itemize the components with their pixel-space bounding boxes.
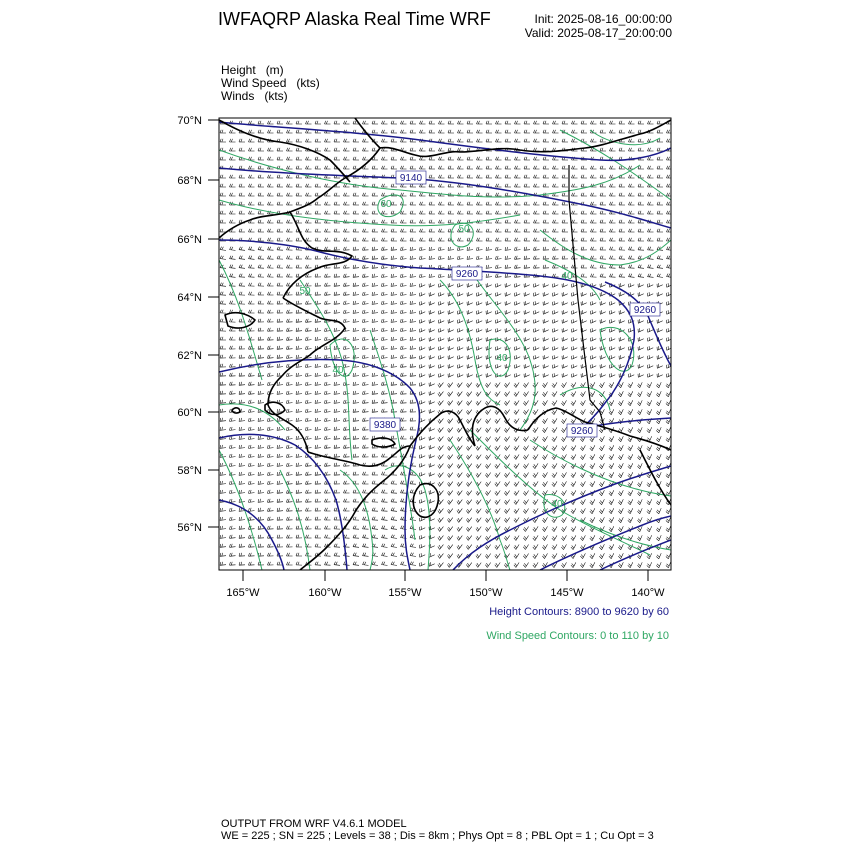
svg-text:9260: 9260 [455, 269, 479, 280]
lat-label: 66°N [177, 234, 202, 246]
wind-contour [540, 230, 671, 265]
height-contour [219, 500, 284, 570]
lon-label: 160°W [308, 587, 342, 599]
wind-label-7: 40 [551, 499, 563, 510]
lon-axis [243, 570, 648, 581]
wind-contour [219, 404, 285, 430]
lat-label: 62°N [177, 350, 202, 362]
wind-label-6: 50 [299, 286, 311, 297]
lon-label: 165°W [226, 587, 260, 599]
lat-axis [208, 120, 219, 527]
wind-label-2: 50 [458, 224, 470, 235]
wind-contour [450, 440, 510, 570]
svg-text:9380: 9380 [373, 420, 397, 431]
valid-time: Valid: 2025-08-17_20:00:00 [524, 26, 672, 40]
height-label-3 [630, 303, 660, 316]
lon-label: 145°W [550, 587, 584, 599]
nunivak-island [265, 402, 285, 414]
wind-contour [370, 330, 415, 540]
wind-contour [300, 280, 352, 460]
lat-label: 64°N [177, 292, 202, 304]
svg-text:9260: 9260 [633, 305, 657, 316]
field-label-wind-speed: Wind Speed (kts) [221, 76, 320, 90]
height-label-2 [452, 267, 482, 280]
wind-contour [219, 450, 262, 570]
field-label-height: Height (m) [221, 63, 284, 77]
wind-contour-info: Wind Speed Contours: 0 to 110 by 10 [486, 630, 669, 642]
wind-label-5: 40 [332, 365, 344, 376]
height-contour-info: Height Contours: 8900 to 9620 by 60 [489, 606, 669, 618]
height-label-5 [567, 424, 597, 437]
height-contour [453, 466, 671, 570]
seward-peninsula [283, 212, 352, 298]
lat-label: 68°N [177, 175, 202, 187]
model-info: OUTPUT FROM WRF V4.6.1 MODEL [221, 818, 407, 830]
height-contour [540, 516, 671, 570]
field-label-winds: Winds (kts) [221, 89, 288, 103]
height-contour [219, 240, 634, 432]
kodiak-island [413, 484, 438, 518]
lat-label: 56°N [177, 522, 202, 534]
st-matthew-island [232, 408, 240, 413]
st-lawrence-island [225, 313, 255, 328]
page-title: IWFAQRP Alaska Real Time WRF [218, 9, 491, 29]
wind-label-4: 40 [496, 353, 508, 364]
wind-contour [470, 270, 535, 430]
wind-contour [219, 150, 640, 197]
lat-label: 58°N [177, 465, 202, 477]
svg-text:9260: 9260 [570, 426, 594, 437]
lon-label: 155°W [388, 587, 422, 599]
wind-label-1: 60 [380, 199, 392, 210]
init-time: Init: 2025-08-16_00:00:00 [534, 12, 672, 26]
wind-barbs-layer [220, 121, 673, 568]
wind-barb-field [220, 121, 673, 568]
lon-label: 150°W [469, 587, 503, 599]
height-label-4 [370, 418, 400, 431]
lon-label: 140°W [631, 587, 665, 599]
wind-contour [219, 200, 520, 226]
svg-text:9140: 9140 [399, 173, 423, 184]
lat-label: 70°N [177, 115, 202, 127]
wind-label-3: 40 [561, 271, 573, 282]
height-label-1 [396, 171, 426, 184]
lat-label: 60°N [177, 407, 202, 419]
bristol-bay [308, 446, 410, 466]
model-config: WE = 225 ; SN = 225 ; Levels = 38 ; Dis = 8km ; Phys Opt = 8 ; PBL Opt = 1 ; Cu Opt = 3 [221, 830, 654, 842]
